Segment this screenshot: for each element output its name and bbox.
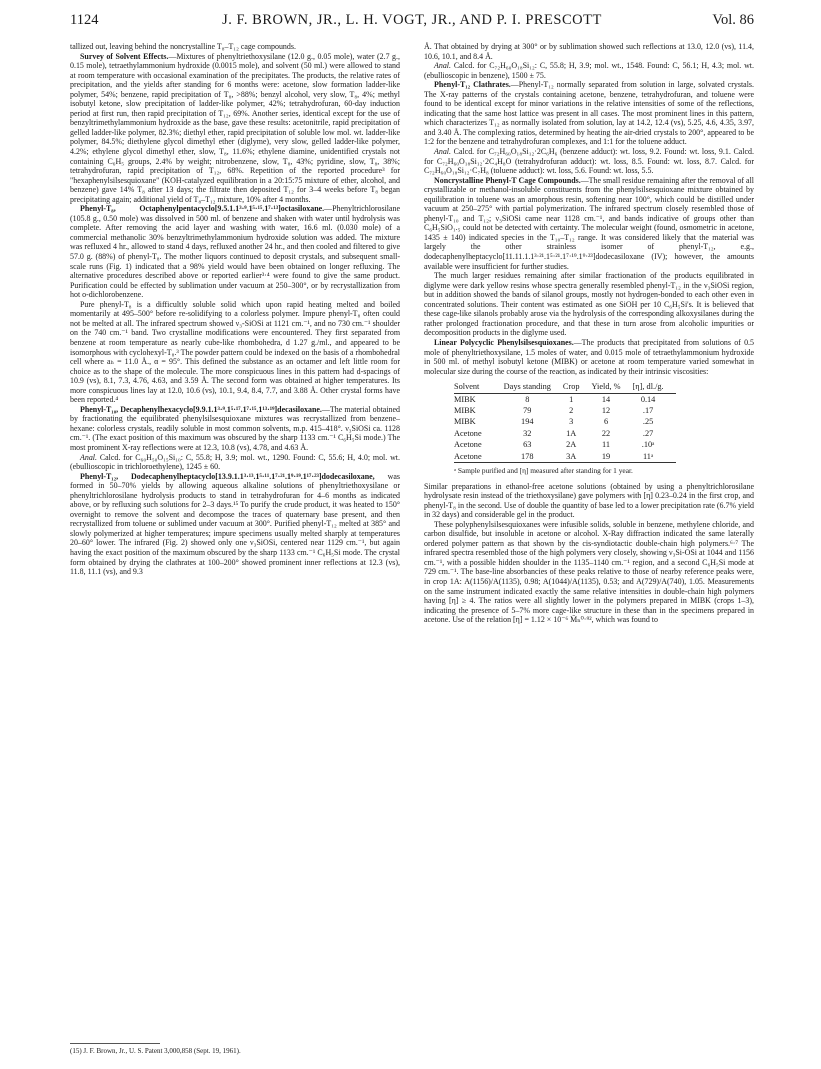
table-cell: 79 bbox=[523, 405, 532, 415]
table-row bbox=[454, 405, 676, 416]
table-column-header: Days standing bbox=[504, 381, 563, 393]
table-cell: .25 bbox=[642, 417, 654, 427]
section-heading: Linear Polycyclic Phenylsilsesquioxanes. bbox=[434, 337, 574, 347]
table-cell: 22 bbox=[601, 428, 611, 438]
table-cell: 19 bbox=[592, 451, 633, 463]
right-column-bottom bbox=[424, 482, 754, 625]
volume-label: Vol. 86 bbox=[712, 12, 754, 28]
paragraph bbox=[70, 42, 400, 52]
table-footnote: ᵃ Sample purified and [η] measured after standing for 1 year. bbox=[454, 465, 633, 475]
table-cell: .10ᵃ bbox=[641, 440, 655, 450]
table-cell: .17 bbox=[642, 405, 654, 415]
paragraph bbox=[70, 405, 400, 453]
paragraph bbox=[424, 61, 754, 80]
table-cell: 2A bbox=[566, 440, 577, 450]
table-cell: 3A bbox=[563, 451, 592, 463]
table-row bbox=[454, 451, 676, 463]
paragraph-text: —The material obtained by fractionating the equilibrated phenylsilsesquioxane mixtures was recrystallized from benzene–hexane: colorless crystals, readily soluble in most common solvents, m.p. 415–418°. ν₃SiOSi ca. 1128 cm.⁻¹. (The exact position of this maximum was obscured by the sharp 1133 cm.⁻¹ C₆H₅Si mode.) The most prominent X-ray reflections were at 12.3, 10.8 (vs), 4.78, and 4.63 Å. bbox=[70, 404, 400, 452]
paragraph bbox=[424, 482, 754, 520]
paragraph-text: The much larger residues remaining after similar fractionation of the products equilibrated in diglyme were dark yellow resins whose spectra generally resembled phenyl-T₁₂ in the ν₃SiOSi region, but in addition showed the bands of silanol groups, mostly not hydrogen-bonded to each other even in concentrated solutions. Their content was estimated as one SiOH per 10 C₆H₅Si's. It is believed that these cage-like silanols probably arose via the hydrolysis of the corresponding alkoxysilanes during the rather prolonged fractionation procedure, and that these in turn arose from alcoholic impurities or decomposition products in the diglyme used. bbox=[424, 271, 754, 338]
right-column bbox=[424, 42, 754, 625]
left-column bbox=[70, 42, 400, 577]
paragraph-text: Calcd. for C₆₀H₅₀O₁₅Si₁₀: C, 55.8; H, 3.9; mol. wt., 1290. Found: C, 55.6; H, 4.0; mol. wt. (ebullioscopic in trichloroethylene), 1245 ± 60. bbox=[70, 452, 400, 472]
paragraph-text: was formed in 50–70% yields by allowing aqueous alkaline solutions of phenyltriethoxysilane or phenyltrichlorosilane hydrolysis products to stand in tetrahydrofuran for 4–6 months as indicated above, or by refluxing such solutions for 2–3 days.¹⁵ To purify the crude product, it was heated to 150° overnight to remove the solvent and decompose the traces of quaternary base present, and then recrystallized from toluene or sublimed under vacuum at 300°. Purified phenyl-T₁₂ melted at 385° and slowly polymerized at higher temperatures; impure specimens usually melted sharply at temperatures 20–60° lower. The infrared (Fig. 2) showed only one ν₃SiOSi, centered near 1129 cm.⁻¹, but again having the exact position of the maximum obscured by the sharp 1133 cm.⁻¹ C₆H₅Si mode. The crystal form obtained by drying the clathrates at 100–200° showed prominent inner reflections at 12.3 (vs), 11.8, 11.1 (vs), and 9.3 bbox=[70, 471, 400, 577]
paragraph-text: Calcd. for C₇₂H₆₀O₁₈Si₁₂: C, 55.8; H, 3.9; mol. wt., 1548. Found: C, 56.1; H, 4.3; mol. wt. (ebullioscopic in benzene), 1500 ± 75. bbox=[424, 61, 754, 80]
paragraph bbox=[424, 176, 754, 271]
right-column-top bbox=[424, 42, 754, 376]
table-cell: 8 bbox=[525, 394, 530, 404]
table-cell: MIBK bbox=[454, 405, 476, 415]
paragraph-text: —Phenyltrichlorosilane (105.8 g., 0.50 mole) was dissolved in 500 ml. of benzene and shaken with water until hydrolysis was complete. After removing the acid layer and washing with water, 16.6 ml. (0.030 mole) of a commercial methanolic 30% benzyltrimethylammonium hydroxide solution was added. The mixture was refluxed 4 hr., allowed to stand 4 days, refluxed another 24 hr., and then cooled and filtered to give 57.0 g. (88%) of phenyl-T₈. The mother liquors continued to deposit crystals, and subsequent small-scale runs (Fig. 1) indicated that a 98% yield would have been obtained on longer refluxing. The alternative procedures described above or reported earlier³·⁴ were found to give the same product. Purification could be effected by sublimation under vacuum at 250–300°, or by recrystallization from hot o-dichlorobenzene. bbox=[70, 204, 400, 300]
footnote: (15) J. F. Brown, Jr., U. S. Patent 3,000,858 (Sept. 19, 1961). bbox=[70, 1047, 241, 1055]
paragraph bbox=[70, 204, 400, 299]
paragraph-text: —Phenyl-T₁₂ normally separated from solution in large, solvated crystals. The X-ray patterns of the crystals containing acetone, benzene, tetrahydrofuran, and toluene were found to be identical except for minor variations in the relative intensities of some of the reflections, indicating that the same host lattice was present in all cases. The most prominent lines in this pattern, which characterizes T₁₂ as normally isolated from solution, lay at 14.2, 12.4 (vs), 5.25, 4.6, 4.35, 3.97, and 3.40 Å. The complexing ratios, determined by heating the air-dried crystals to 200°, appeared to be 1:2 for the benzene and tetrahydrofuran complexes, and 1:1 for the toluene adduct. bbox=[424, 80, 754, 147]
paragraph-text: —The small residue remaining after the removal of all crystallizable or methanol-insoluble constituents from the phenylsilsesquioxane mixture obtained by equilibration in toluene was an amorphous resin, softening near 100°, which could be distilled under vacuum at 250–275° with partial polymerization. The infrared spectrum closely resembled those of phenyl-T₁₀ and T₁₂; ν₃SiOSi came near 1128 cm.⁻¹, and bands indicative of groups other than C₆H₅SiO₁.₅ could not be detected with certainty. The molecular weight (found, osmometric in acetone, 1435 ± 140) indicated species in the T₁₀–T₁₂ range. It was considered likely that the material was largely the other strainless isomer of phenyl-T₁₂, e.g., dodecaphenylheptacyclo[11.11.1.1³·²¹.1⁵·²¹.1⁷·¹⁹.1⁹·²³]dodecasiloxane (IV); however, the amounts available were insufficient for further studies. bbox=[424, 175, 754, 271]
table-cell: Acetone bbox=[454, 451, 504, 463]
paragraph bbox=[424, 338, 754, 376]
table-cell: 3 bbox=[569, 417, 574, 427]
table-cell: Acetone bbox=[454, 440, 482, 450]
section-heading: Phenyl-T₁₀, Decaphenylhexacyclo[9.9.1.1³·⁹.1⁵·¹⁷.1⁷·¹⁵.1¹³·¹⁹]decasiloxane. bbox=[80, 404, 322, 414]
page-header bbox=[70, 12, 754, 34]
table-cell: 32 bbox=[523, 428, 532, 438]
table-row bbox=[454, 416, 676, 427]
paragraph-text: These polyphenylsilsesquioxanes were infusible solids, soluble in benzene, methylene chloride, and carbon disulfide, but insoluble in acetone or alcohol. X-Ray diffraction indicated the same laterally ordered polymer pattern as that shown by the cis-syndiotactic double-chain high polymers.⁶·⁷ The infrared spectra resembled those of the high polymers very closely, showing ν₃Si-OSi at 1044 and 1156 cm.⁻¹, with a possible hidden shoulder in the 1135–1140 cm.⁻¹ region, and a second C₆H₅Si mode at 729 cm.⁻¹. The base-line absorbancies of these peaks relative to those of nearby reference peaks were, in crop 1A: A(1156)/A(1135), 0.98; A(1044)/A(1135), 0.53; and A(729)/A(740), 1.05. Measurements on the same instrument indicated exactly the same relative intensities in double-chain high polymers having [η] ≥ 4. The ratios were all slightly lower in the polymers prepared in MIBK (crops 1–3), indicating the presence of 5–7% more cage-like structure in these than in the specimens prepared in acetone. Use of the relation [η] = 1.12 × 10⁻⁶ M̄ₙ⁰·⁹², which was found to bbox=[424, 519, 754, 625]
paragraph-text: Å. That obtained by drying at 300° or by sublimation showed such reflections at 13.0, 12.0 (vs), 11.4, 10.6, 10.1, and 8.4 Å. bbox=[424, 42, 754, 61]
section-heading: Phenyl-T₁₂ Clathrates. bbox=[434, 80, 511, 90]
page-number: 1124 bbox=[70, 12, 99, 28]
paragraph-text: tallized out, leaving behind the noncrystalline T₈–T₁₂ cage compounds. bbox=[70, 42, 296, 51]
paragraph bbox=[70, 453, 400, 472]
paragraph-text: —Mixtures of phenyltriethoxysilane (12.0 g., 0.05 mole), water (2.7 g., 0.15 mole), tetraethylammonium hydroxide (0.0015 mole), and solvent (50 ml.) were allowed to stand at room temperature with occasional examination of the precipitates. The products, the relative rates of precipitation, and the yields after standing for 6 months were: acetone, slow formation ladder-like polymer, 54%; benzene, rapid precipitation of T₈, >88%; benzyl alcohol, very slow, T₈, 4%; methyl isobutyl ketone, slow precipitation of ladder-like polymer, 42%; tetrahydrofuran, 60-day induction period at first run, then rapid precipitation of T₁₂, 69%. Another series, identical except for the use of benzyltrimethylammonium hydroxide as the base, gave these results: acetonitrile, rapid precipitation of gelled ladder-like polymer, 82.3%; diethyl ether, rapid precipitation of soluble low mol. wt. ladder-like polymer, 84.5%; diethylene glycol dimethyl ether (diglyme), very slow, gelled ladder-like polymer, 4.2%; ethylene glycol dimethyl ether, slow, T₈, 11.6%; ethylene diamine, unidentified crystals not containing C₆H₅ groups, 2.4% by weight; nitrobenzene, slow, T₈, 43%; pyridine, slow, T₈, 38%; tetrahydrofuran, rapid precipitation of T₁₂, 68%. Repetition of the reported procedure³ for "hexaphenylsilsesquioxane" (KOH-catalyzed equilibration in a 20:15:75 mixture of ether, alcohol, and benzene) gave 14% T₈ after 13 days; the filtrate then deposited T₁₂ for 3–4 weeks before T₈ began precipitating again; additional yield of T₈–T₁₂ mixture, 10% after 4 months. bbox=[70, 51, 400, 204]
table-cell: Acetone bbox=[454, 428, 482, 438]
running-title: J. F. BROWN, JR., L. H. VOGT, JR., AND P. I. PRESCOTT bbox=[222, 12, 602, 28]
table-column-header: Solvent bbox=[454, 381, 504, 393]
analysis-label: Anal. bbox=[80, 452, 97, 462]
viscosity-table-body bbox=[454, 393, 676, 462]
table-cell: 194 bbox=[521, 417, 534, 427]
table-cell: 178 bbox=[504, 451, 563, 463]
section-heading: Survey of Solvent Effects. bbox=[80, 51, 169, 61]
table-cell: 6 bbox=[603, 417, 609, 427]
section-heading: Noncrystalline Phenyl-T Cage Compounds. bbox=[434, 175, 581, 185]
analysis-label: Anal. bbox=[434, 147, 451, 157]
viscosity-table bbox=[454, 381, 676, 463]
table-cell: MIBK bbox=[454, 394, 476, 404]
paragraph bbox=[70, 300, 400, 405]
table-cell: 1A bbox=[566, 428, 577, 438]
paragraph bbox=[424, 42, 754, 61]
paragraph-text: —The products that precipitated from solutions of 0.5 mole of phenyltriethoxysilane, 1.5 moles of water, and 0.015 mole of tetraethylammonium hydroxide in 500 ml. of methyl isobutyl ketone (MIBK) or acetone at room temperature varied somewhat in molecular size during the course of the reaction, as indicated by their intrinsic viscosities: bbox=[424, 337, 754, 376]
paragraph bbox=[424, 520, 754, 625]
table-column-header: Crop bbox=[563, 381, 592, 393]
table-cell: 0.14 bbox=[640, 394, 656, 404]
footnote-rule bbox=[70, 1043, 160, 1044]
paragraph bbox=[424, 147, 754, 176]
table-cell: 1 bbox=[569, 394, 574, 404]
table-cell: MIBK bbox=[454, 417, 476, 427]
paragraph-text: Calcd. for C₇₂H₆₀O₁₈Si₁₂·2C₆H₆ (benzene adduct): wt. loss, 9.2. Found: wt. loss, 9.1. Calcd. for C₇₂H₆₀O₁₈Si₁₂·2C₄H₈O (tetrahydrofuran adduct): wt. loss, 8.5. Found: wt. loss, 8.7. Calcd. for C₇₂H₆₀O₁₈Si₁₂·C₇H₈ (toluene adduct): wt. loss, 5.6. Found: wt. loss, 5.5. bbox=[424, 147, 754, 176]
table-column-header: Yield, % bbox=[592, 381, 633, 393]
table-row bbox=[454, 428, 676, 439]
paragraph bbox=[70, 472, 400, 577]
table-column-header: [η], dl./g. bbox=[633, 381, 676, 393]
table-cell: .27 bbox=[642, 428, 654, 438]
paragraph-text: Pure phenyl-T₈ is a difficultly soluble solid which upon rapid heating melted and boiled momentarily at 495–500° before re-solidifying to a colorless polymer. Impure phenyl-T₈ often could not be melted at all. The infrared spectrum showed ν₃-SiOSi at 1121 cm.⁻¹, and no 730 cm.⁻¹ shoulder on the 740 cm.⁻¹ band. Two crystalline modifications were encountered. They first separated from benzene at room temperature as nearly cube-like rhombohedra, d 1.27 g./ml., and appeared to be isomorphous with cyclohexyl-T₈.³ The powder pattern could be indexed on the basis of a rhombohedral cell where aₕ = 11.0 Å., α = 95°. This defined the substance as an octamer and left little room for choice as to the shape of the molecule. The more conspicuous lines in this pattern had d-spacings of 10.9 (vs), 8.1, 7.3, 4.76, 4.63, and 3.59 Å. The second form was obtained at higher temperatures. Its more conspicuous lines lay at 12.0, 10.6 (vs), 10.1, 9.4, 8.4, 7.7, and 3.88 Å. Other crystal forms have been reported.⁴ bbox=[70, 299, 400, 405]
paragraph bbox=[424, 80, 754, 147]
table-cell: 12 bbox=[601, 405, 611, 415]
table-cell: 14 bbox=[601, 394, 611, 404]
table-cell: 11 bbox=[602, 440, 611, 450]
section-heading: Phenyl-T₁₂, Dodecaphenylheptacyclo[13.9.1.1³·¹³.1⁵·¹¹.1⁷·²¹.1⁹·¹⁹.1¹⁷·²³]dodecasiloxane, bbox=[80, 471, 375, 481]
paragraph bbox=[70, 52, 400, 205]
table-row bbox=[454, 393, 676, 405]
section-heading: Phenyl-T₈, Octaphenylpentacyclo[9.5.1.1³·⁹.1⁵·¹⁵.1⁷·¹³]octasiloxane. bbox=[80, 204, 325, 214]
table-cell: 11ᵃ bbox=[633, 451, 676, 463]
table-cell: 2 bbox=[569, 405, 574, 415]
table-cell: 63 bbox=[523, 440, 532, 450]
analysis-label: Anal. bbox=[434, 61, 451, 71]
paragraph bbox=[424, 271, 754, 338]
table-row bbox=[454, 439, 676, 450]
paragraph-text: Similar preparations in ethanol-free acetone solutions (obtained by using a phenyltrichlorosilane hydrolysate resin instead of the triethoxysilane) gave polymers with [η] 0.23–0.24 in the first crop, and phenyl-T₈ in the second. Use of double the quantity of base led to a lower precipitation rate (6.7% yield in 32 days) and considerable gel in the product. bbox=[424, 481, 754, 520]
viscosity-table-header bbox=[454, 381, 676, 393]
